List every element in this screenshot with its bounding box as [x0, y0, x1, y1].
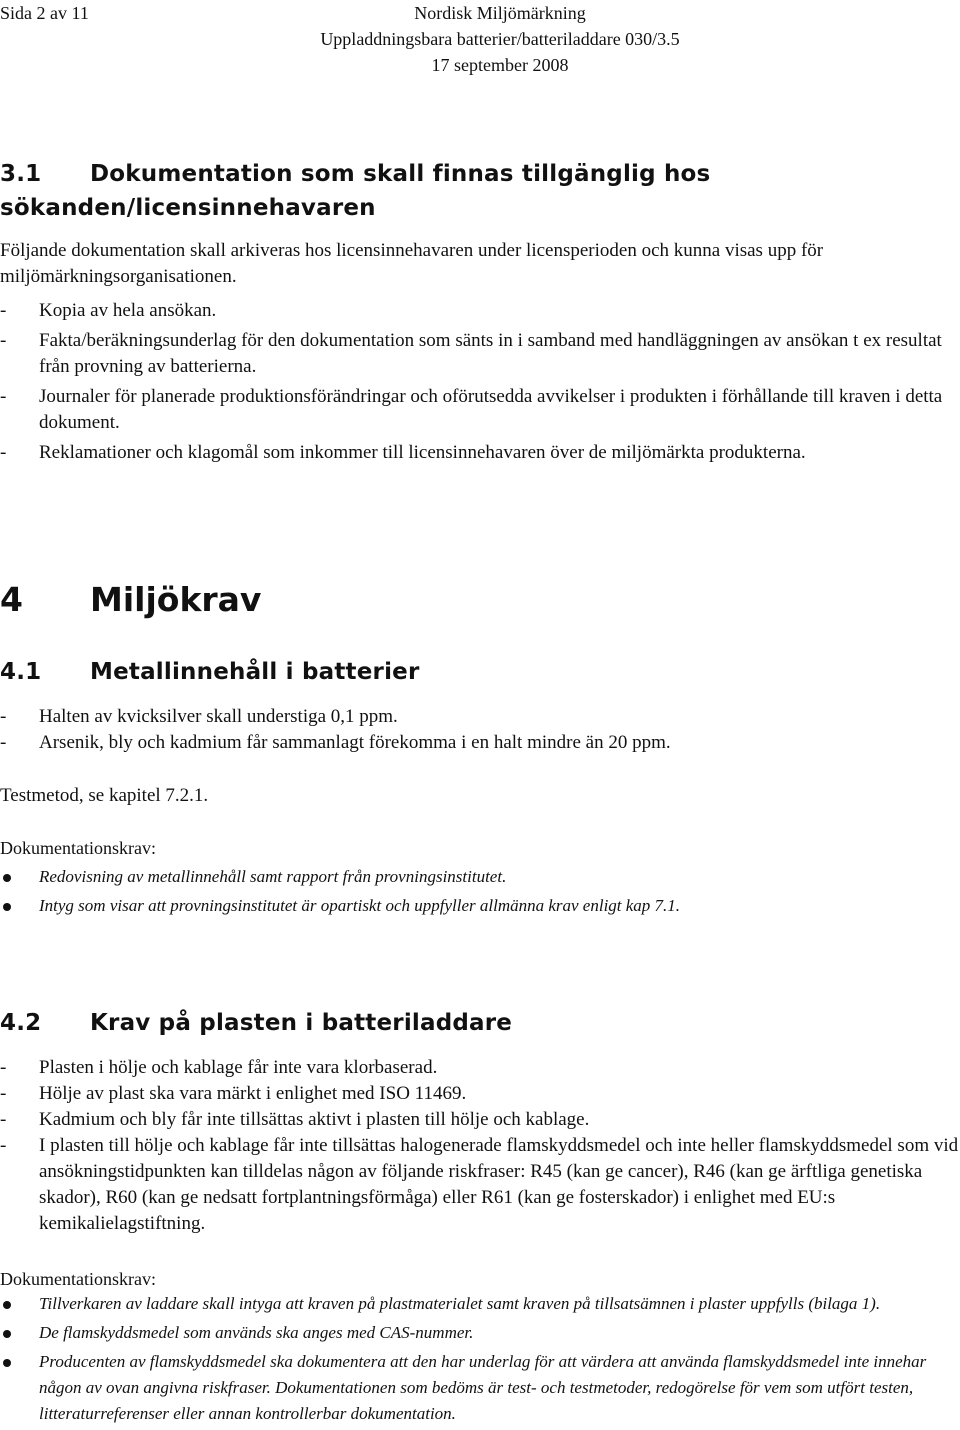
section-3-1-intro: Följande dokumentation skall arkiveras hos licensinnehavaren under licensperioden och kunna visas upp för miljömärkningsorganisationen.	[0, 240, 824, 287]
section-4-2-doc-list	[0, 1291, 960, 1430]
list-item: - Reklamationer och klagomål som inkommer till licensinnehavaren över de miljömärkta produkterna.	[0, 442, 806, 463]
section-title-line2: sökanden/licensinnehavaren	[0, 195, 376, 221]
list-item: - Halten av kvicksilver skall understiga 0,1 ppm.	[0, 706, 398, 727]
list-item: Intyg som visar att provningsinstitutet är opartiskt och uppfyller allmänna krav enligt kap 7.1.	[0, 893, 960, 919]
list-item: De flamskyddsmedel som används ska anges med CAS-nummer.	[0, 1320, 960, 1346]
bullet-icon	[3, 874, 11, 882]
section-4-1-heading	[0, 655, 960, 689]
section-4-1-doc-list	[0, 864, 960, 922]
section-number: 4.1	[0, 659, 42, 685]
header-organization: Nordisk Miljömärkning	[414, 3, 586, 23]
document-header	[300, 0, 700, 78]
list-item: Producenten av flamskyddsmedel ska dokumentera att den har underlag för att värdera att använda flamskyddsmedel inte innehar någon av ovan angivna riskfraser. Dokumentationen som bedöms är test- och testmetoder, redogörelse för vem som utfört testen, litteraturreferenser eller annan kontrollerbar dokumentation.	[0, 1349, 960, 1427]
list-item: - Journaler för planerade produktionsförändringar och oförutsedda avvikelser i produkten i förhållande till kraven i detta dokument.	[0, 386, 943, 433]
documentation-requirements-label: Dokumentationskrav:	[0, 838, 156, 858]
list-item: - Kopia av hela ansökan.	[0, 300, 217, 321]
test-method: Testmetod, se kapitel 7.2.1.	[0, 785, 209, 806]
chapter-title: Miljökrav	[90, 580, 262, 619]
list-item: - Plasten i hölje och kablage får inte vara klorbaserad.	[0, 1057, 438, 1078]
list-item: - Kadmium och bly får inte tillsättas aktivt i plasten till hölje och kablage.	[0, 1109, 590, 1130]
section-3-1-list	[0, 298, 960, 466]
section-title: Krav på plasten i batteriladdare	[90, 1010, 513, 1036]
bullet-icon	[3, 903, 11, 911]
bullet-icon	[3, 1301, 11, 1309]
documentation-requirements-label: Dokumentationskrav:	[0, 1269, 156, 1289]
bullet-icon	[3, 1330, 11, 1338]
bullet-icon	[3, 1359, 11, 1367]
section-4-2-heading	[0, 1006, 960, 1040]
list-item: - Fakta/beräkningsunderlag för den dokumentation som sänts in i samband med handläggningen av ansökan t ex resultat från provning av batterierna.	[0, 330, 942, 377]
chapter-4-heading	[0, 580, 261, 620]
list-item: Tillverkaren av laddare skall intyga att kraven på plastmaterialet samt kraven på tillsatsämnen i plaster uppfylls (bilaga 1).	[0, 1291, 960, 1317]
section-4-2-list	[0, 1055, 960, 1237]
page-number: Sida 2 av 11	[0, 3, 89, 23]
section-3-1-heading	[0, 157, 960, 225]
section-number: 4.2	[0, 1010, 42, 1036]
header-date: 17 september 2008	[431, 55, 569, 75]
section-number: 3.1	[0, 161, 42, 187]
section-title-line1: Dokumentation som skall finnas tillgänglig hos	[90, 161, 711, 187]
section-title: Metallinnehåll i batterier	[90, 659, 420, 685]
section-4-1-list	[0, 704, 960, 756]
list-item: - Hölje av plast ska vara märkt i enlighet med ISO 11469.	[0, 1083, 467, 1104]
header-document-title: Uppladdningsbara batterier/batteriladdare 030/3.5	[320, 29, 680, 49]
list-item: - Arsenik, bly och kadmium får sammanlagt förekomma i en halt mindre än 20 ppm.	[0, 732, 671, 753]
list-item: - I plasten till hölje och kablage får inte tillsättas halogenerade flamskyddsmedel och inte heller flamskyddsmedel som vid ansökningstidpunkten kan tilldelas någon av följande riskfraser: R45 (kan ge cancer), R46 (kan ge ärftliga genetiska skador), R60 (kan ge nedsatt fortplantningsförmåga) eller R61 (kan ge fosterskador) i enlighet med EU:s kemikalielagstiftning.	[0, 1135, 959, 1234]
chapter-number: 4	[0, 580, 23, 619]
list-item: Redovisning av metallinnehåll samt rapport från provningsinstitutet.	[0, 864, 960, 890]
